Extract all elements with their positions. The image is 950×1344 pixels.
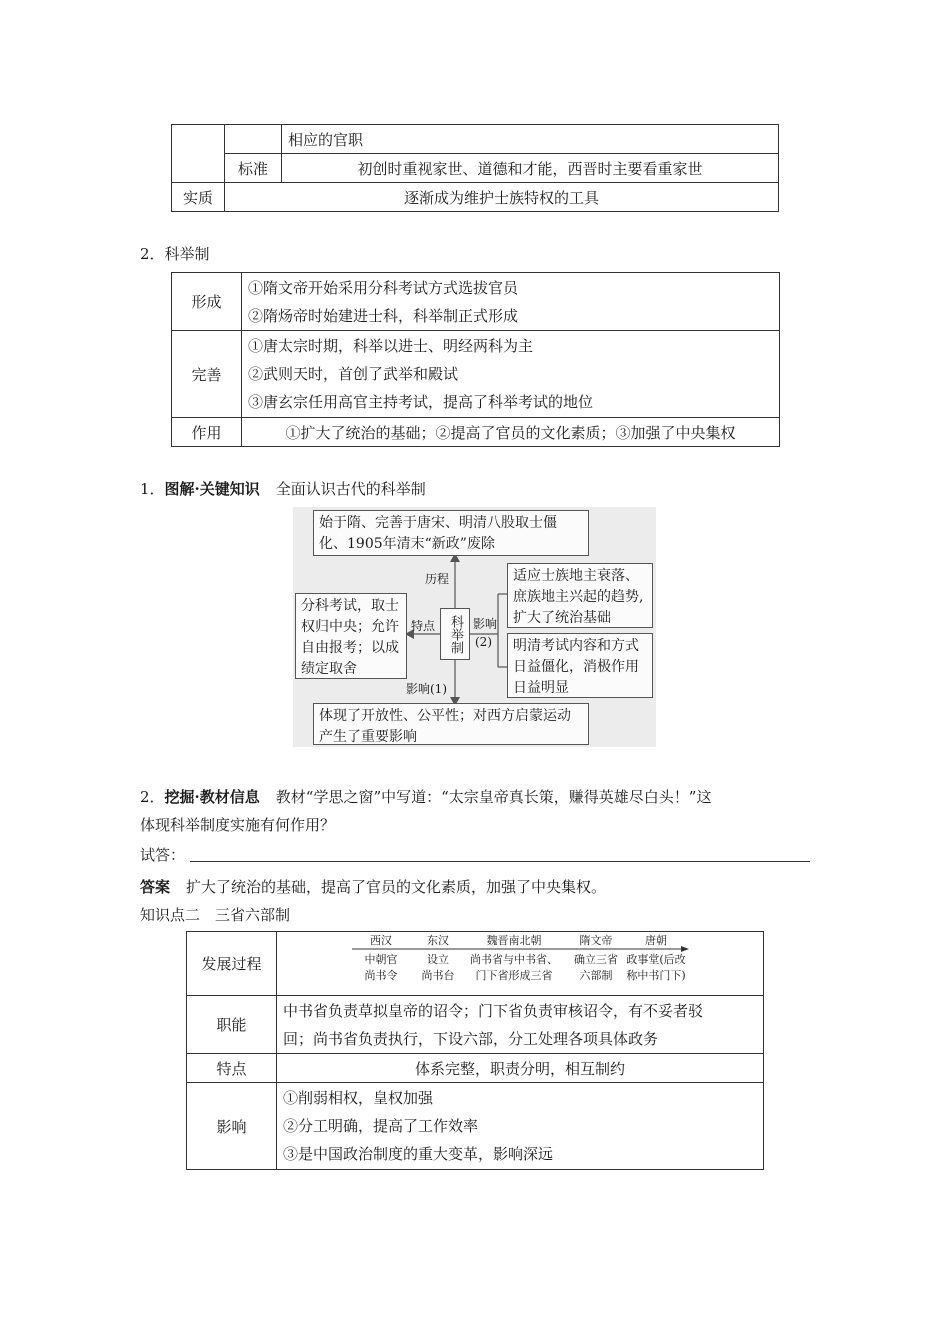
diagram-label-effect2a: 影响	[473, 617, 498, 631]
timeline-era: 隋文帝	[579, 934, 613, 947]
timeline-era: 东汉	[427, 934, 449, 947]
diagram-box-effect1: 体现了开放性、公平性；对西方启蒙运动产生了重要影响	[313, 703, 589, 745]
question-line2: 体现科举制度实施有何作用？	[140, 816, 336, 834]
answer-blank-line[interactable]	[190, 861, 810, 862]
diagram-label-history: 历程	[425, 572, 450, 586]
text-line: 回；尚书省负责执行，下设六部，分工处理各项具体政务	[283, 1029, 659, 1048]
diagram-label-effect1: 影响(1)	[406, 682, 447, 696]
timeline-desc: 中朝官 尚书令	[364, 953, 398, 982]
table-cell: 体系完整，职责分明，相互制约	[277, 1054, 764, 1083]
question-text: 教材“学思之窗”中写道：“太宗皇帝真长策，赚得英雄尽白头！”这	[275, 788, 712, 806]
section-title: 知识点二 三省六部制	[140, 906, 291, 924]
diagram-heading	[140, 479, 426, 499]
timeline-desc: 设立 尚书台	[421, 953, 455, 982]
diagram-label-feature: 特点	[411, 619, 436, 633]
table-cell	[277, 996, 764, 1054]
list-item: ①削弱相权，皇权加强	[283, 1089, 434, 1107]
table-cell: 初创时重视家世、道德和才能，西晋时主要看重家世	[282, 154, 779, 183]
text-line: 中书省负责草拟皇帝的诏令；门下省负责审核诏令，有不妥者驳	[283, 1001, 704, 1020]
table-cell	[277, 1083, 764, 1170]
heading-bold: 图解·关键知识	[164, 480, 260, 498]
table-row-label: 作用	[172, 418, 242, 447]
table-row-label: 影响	[187, 1083, 277, 1170]
table-row-label: 特点	[187, 1054, 277, 1083]
table-cell-empty	[172, 125, 225, 183]
timeline-desc: 尚书省与中书省、 门下省形成三省	[470, 953, 558, 982]
diagram-center-keju: 科举制	[440, 608, 470, 660]
list-item: ③唐玄宗任用高官主持考试，提高了科举考试的地位	[248, 393, 594, 411]
diagram-box-effect-negative: 明清考试内容和方式日益僵化，消极作用日益明显	[507, 633, 653, 698]
answer-label: 答案	[140, 878, 171, 896]
list-item: ①隋文帝开始采用分科考试方式选拔官员	[248, 278, 519, 297]
table-cell	[242, 273, 780, 331]
table-chaju-continuation	[171, 124, 779, 212]
list-item: ②武则天时，首创了武举和殿试	[248, 365, 459, 383]
table-keju	[171, 272, 780, 447]
list-item: ②分工明确，提高了工作效率	[283, 1117, 479, 1135]
section-title: 2．科举制	[140, 245, 210, 263]
list-item: ②隋炀帝时始建进士科，科举制正式形成	[248, 306, 519, 325]
timeline-era: 魏晋南北朝	[486, 934, 542, 947]
table-row-label: 形成	[172, 273, 242, 331]
table-row-label: 标准	[225, 154, 282, 183]
timeline-cell	[277, 932, 764, 996]
table-sansheng	[186, 931, 764, 1170]
table-row-label: 完善	[172, 331, 242, 418]
heading-text: 全面认识古代的科举制	[275, 480, 426, 498]
timeline-era: 唐朝	[645, 934, 667, 947]
timeline-desc: 政事堂(后改 称中书门下)	[626, 953, 686, 982]
diagram-box-history: 始于隋、完善于唐宋、明清八股取士僵化、1905年清末“新政”废除	[313, 510, 589, 556]
timeline-desc: 确立三省 六部制	[574, 953, 618, 982]
question-line1	[140, 787, 711, 807]
heading-number: 1．	[140, 480, 165, 498]
table-row-label: 实质	[172, 183, 225, 212]
question-number: 2．	[140, 788, 165, 806]
answer-line	[140, 877, 606, 897]
table-cell: ①扩大了统治的基础；②提高了官员的文化素质；③加强了中央集权	[242, 418, 780, 447]
table-row-label: 职能	[187, 996, 277, 1054]
table-cell: 逐渐成为维护士族特权的工具	[225, 183, 779, 212]
diagram-box-effect-positive: 适应士族地主衰落、庶族地主兴起的趋势,扩大了统治基础	[507, 563, 653, 628]
try-answer-label: 试答：	[140, 846, 186, 864]
timeline-era: 西汉	[370, 934, 392, 947]
answer-text: 扩大了统治的基础，提高了官员的文化素质，加强了中央集权。	[186, 878, 607, 896]
keju-diagram	[293, 507, 656, 747]
diagram-box-feature: 分科考试，取士权归中央；允许自由报考；以成绩定取舍	[295, 593, 407, 679]
table-row-label: 发展过程	[187, 932, 277, 996]
table-cell	[242, 331, 780, 418]
table-cell-empty	[225, 125, 282, 154]
question-bold: 挖掘·教材信息	[164, 788, 260, 806]
list-item: ③是中国政治制度的重大变革，影响深远	[283, 1145, 554, 1163]
table-cell: 相应的官职	[282, 125, 779, 154]
timeline	[277, 932, 763, 995]
list-item: ①唐太宗时期，科举以进士、明经两科为主	[248, 337, 534, 355]
diagram-label-effect2b: (2)	[475, 635, 492, 649]
